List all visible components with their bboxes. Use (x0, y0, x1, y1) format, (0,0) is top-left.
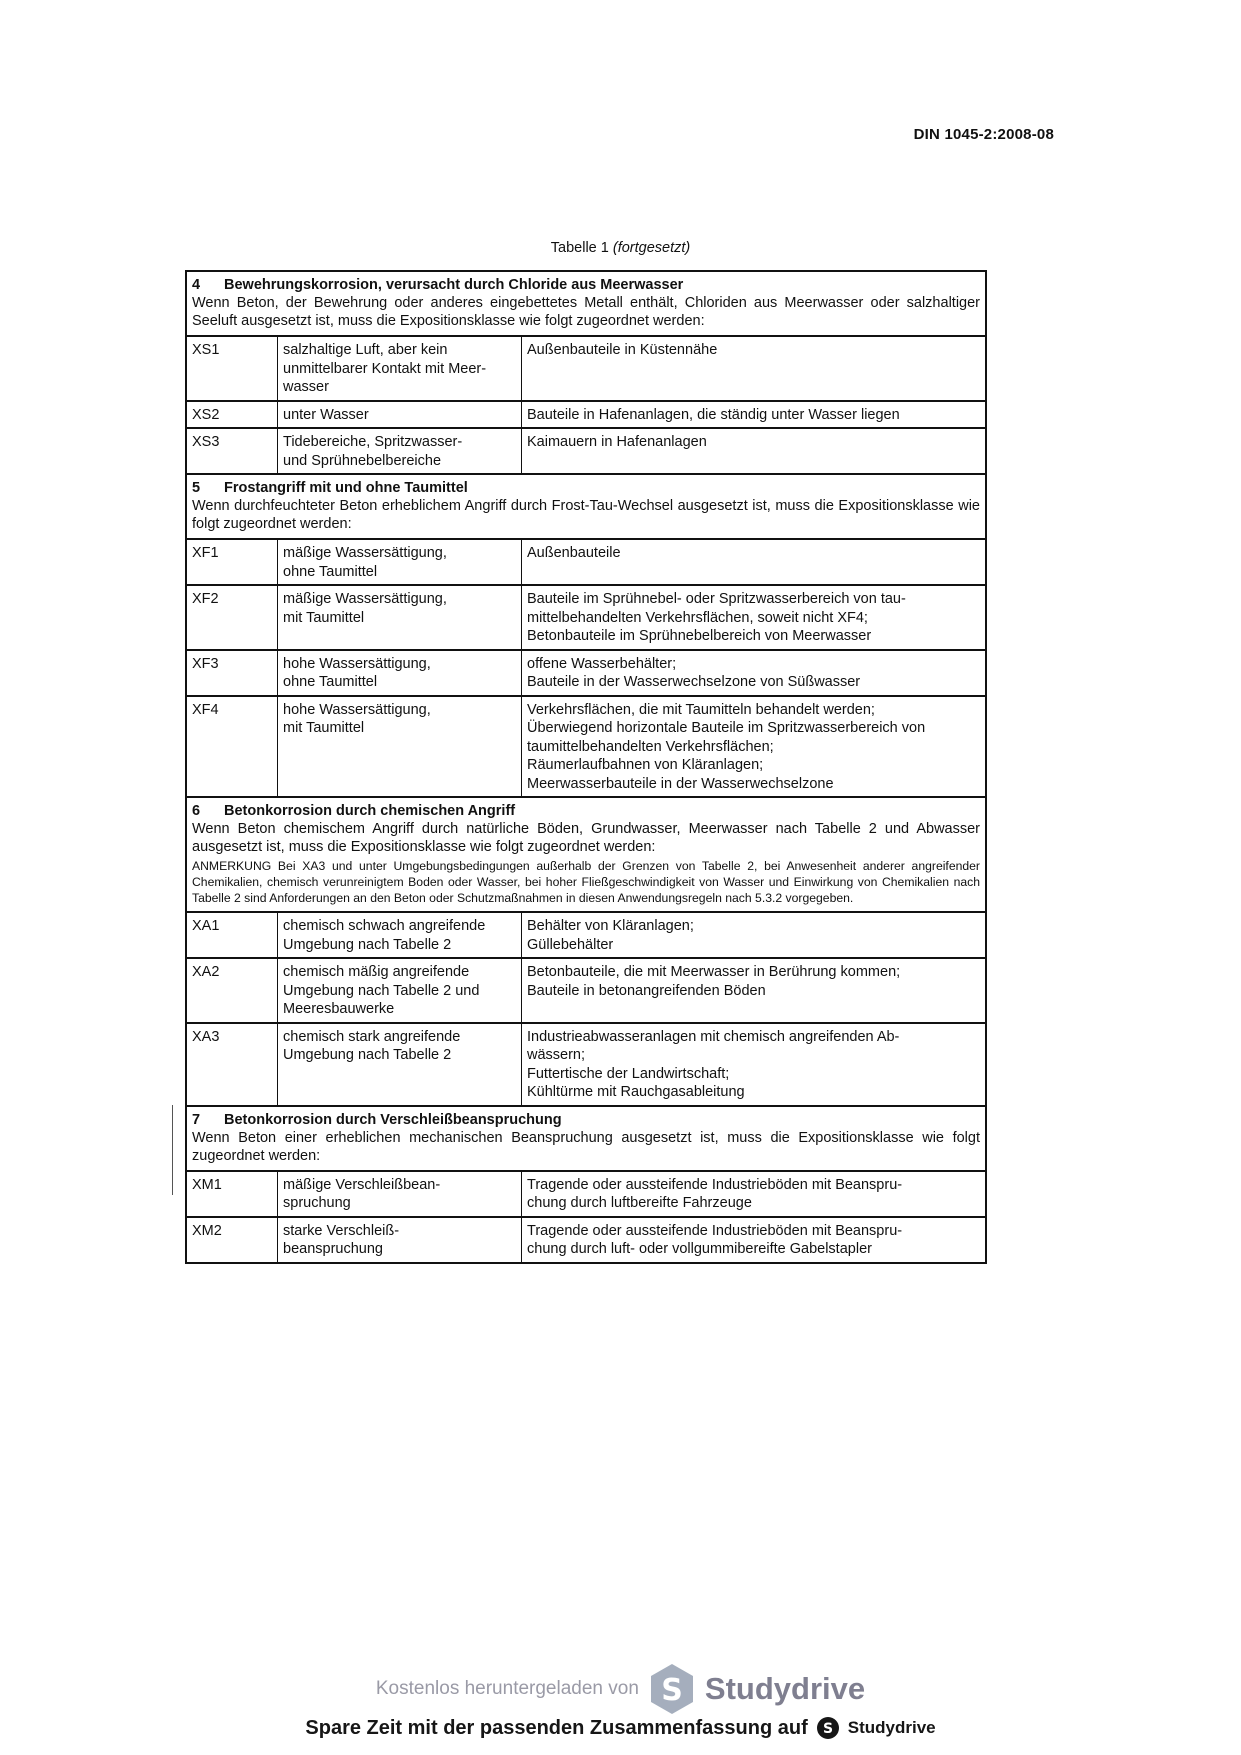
environment-description-cell (278, 1172, 522, 1216)
section-title-text: Frostangriff mit und ohne Taumittel (224, 480, 468, 496)
environment-line: beanspruchung (283, 1241, 383, 1257)
section-note: ANMERKUNG Bei XA3 und unter Umgebungsbedingungen außerhalb der Grenzen von Tabelle 2, bei Anwesenheit anderer angreifender Chemikalien, chemisch verunreinigtem Boden oder Wasser, bei hoher Fließgeschwindigkeit von Wasser und Einwirkung von Chemikalien nach Tabelle 2 sind Anforderungen an den Beton oder Schutzmaßnahmen in diesen Anwendungsregeln nach 5.3.2 vorgegeben. (192, 859, 980, 905)
example-line: Meerwasserbauteile in der Wasserwechselzone (527, 775, 834, 792)
exposure-class-cell: XF4 (187, 697, 278, 797)
environment-line: mit Taumittel (283, 609, 365, 626)
exposure-class-cell: XF2 (187, 586, 278, 649)
table-row (187, 911, 985, 957)
exposure-class-cell: XM2 (187, 1218, 278, 1262)
environment-line: hohe Wassersättigung, (283, 701, 431, 718)
table-row (187, 584, 985, 649)
example-line: offene Wasserbehälter; (527, 655, 677, 672)
svg-text:S: S (661, 1673, 683, 1708)
environment-line: Umgebung nach Tabelle 2 (283, 1047, 452, 1063)
studydrive-small-logo-icon (816, 1716, 840, 1740)
table-row (187, 335, 985, 400)
environment-description-cell (278, 697, 522, 797)
example-line: Tragende oder aussteifende Industrieböden mit Beanspru- (527, 1176, 903, 1193)
studydrive-brand[interactable]: Studydrive (704, 1671, 866, 1706)
environment-description-cell (278, 1024, 522, 1105)
table-caption-label: Tabelle 1 (550, 240, 609, 256)
environment-description-cell (278, 1218, 522, 1262)
examples-cell (522, 1218, 985, 1262)
environment-line: mäßige Wassersättigung, (283, 591, 447, 607)
examples-cell (522, 586, 985, 649)
document-number: DIN 1045-2:2008-08 (913, 126, 1054, 143)
example-line: Industrieabwasseranlagen mit chemisch angreifenden Ab- (527, 1028, 900, 1045)
section-header (187, 272, 985, 335)
environment-line: mäßige Wassersättigung, (283, 545, 447, 561)
environment-line: starke Verschleiß- (283, 1222, 400, 1239)
environment-description-cell (278, 402, 522, 428)
environment-description-cell (278, 429, 522, 473)
example-line: chung durch luftbereifte Fahrzeuge (527, 1195, 752, 1211)
examples-cell (522, 697, 985, 797)
table-caption (0, 240, 1241, 256)
example-line: Räumerlaufbahnen von Kläranlagen; (527, 757, 764, 773)
section-number: 5 (192, 480, 201, 496)
example-line: mittelbehandelten Verkehrsflächen, soweit nicht XF4; (527, 609, 868, 626)
svg-text:S: S (822, 1721, 833, 1737)
studydrive-logo-icon (647, 1662, 697, 1716)
examples-cell (522, 913, 985, 957)
section-title-text: Betonkorrosion durch Verschleißbeanspruchung (224, 1111, 562, 1128)
example-line: Kühltürme mit Rauchgasableitung (527, 1084, 745, 1100)
environment-description-cell (278, 586, 522, 649)
section-title (192, 1111, 980, 1129)
example-line: Futtertische der Landwirtschaft; (527, 1065, 730, 1082)
table-row (187, 427, 985, 473)
section-title-text: Bewehrungskorrosion, verursacht durch Chloride aus Meerwasser (224, 277, 684, 293)
environment-line: chemisch mäßig angreifende (283, 964, 470, 980)
section-number: 7 (192, 1111, 201, 1128)
environment-line: spruchung (283, 1195, 351, 1211)
examples-cell (522, 1172, 985, 1216)
section-title (192, 479, 980, 497)
examples-cell (522, 337, 985, 400)
section-header (187, 796, 985, 911)
example-line: Bauteile in Hafenanlagen, die ständig unter Wasser liegen (527, 406, 900, 423)
environment-description-cell (278, 913, 522, 957)
section-header (187, 473, 985, 538)
example-line: Güllebehälter (527, 936, 614, 953)
example-line: Bauteile in betonangreifenden Böden (527, 982, 766, 999)
exposure-class-cell: XA3 (187, 1024, 278, 1105)
examples-cell (522, 959, 985, 1022)
section-description: Wenn Beton einer erheblichen mechanischen Beanspruchung ausgesetzt ist, muss die Expositionsklasse wie folgt zugeordnet werden: (192, 1129, 980, 1164)
table-row (187, 695, 985, 797)
environment-line: unmittelbarer Kontakt mit Meer- (283, 360, 487, 377)
environment-line: ohne Taumittel (283, 563, 378, 580)
environment-description-cell (278, 651, 522, 695)
promo-brand[interactable]: Studydrive (847, 1718, 936, 1737)
table-row (187, 400, 985, 428)
section-description: Wenn durchfeuchteter Beton erheblichem Angriff durch Frost-Tau-Wechsel ausgesetzt ist, muss die Expositionsklasse wie folgt zugeordnet werden: (192, 498, 980, 532)
exposure-class-cell: XF1 (187, 540, 278, 584)
table-row (187, 1216, 985, 1262)
example-line: Überwiegend horizontale Bauteile im Spritzwasserbereich von (527, 720, 926, 736)
exposure-class-cell: XF3 (187, 651, 278, 695)
promo-text: Spare Zeit mit der passenden Zusammenfassung auf (305, 1716, 808, 1739)
example-line: Behälter von Kläranlagen; (527, 918, 694, 934)
example-line: taumittelbehandelten Verkehrsflächen; (527, 738, 774, 755)
exposure-class-cell: XM1 (187, 1172, 278, 1216)
environment-line: Umgebung nach Tabelle 2 und (283, 982, 480, 999)
table-row (187, 957, 985, 1022)
example-line: Bauteile in der Wasserwechselzone von Süßwasser (527, 674, 861, 690)
exposure-class-cell: XS3 (187, 429, 278, 473)
section-title-text: Betonkorrosion durch chemischen Angriff (224, 803, 516, 819)
table-row (187, 1022, 985, 1105)
environment-line: wasser (283, 379, 329, 395)
example-line: Betonbauteile, die mit Meerwasser in Berührung kommen; (527, 964, 901, 980)
examples-cell (522, 1024, 985, 1105)
table-caption-suffix: (fortgesetzt) (612, 240, 691, 256)
environment-line: Tidebereiche, Spritzwasser- (283, 434, 463, 450)
table-row (187, 649, 985, 695)
download-text: Kostenlos heruntergeladen von (375, 1678, 639, 1699)
exposure-class-cell: XS2 (187, 402, 278, 428)
example-line: Außenbauteile in Küstennähe (527, 342, 718, 358)
promo-footer (0, 1716, 1241, 1740)
environment-line: Meeresbauwerke (283, 1001, 395, 1017)
environment-line: mit Taumittel (283, 720, 365, 736)
environment-line: Umgebung nach Tabelle 2 (283, 936, 452, 953)
example-line: Kaimauern in Hafenanlagen (527, 434, 707, 450)
environment-line: chemisch stark angreifende (283, 1028, 461, 1045)
table-row (187, 538, 985, 584)
environment-line: chemisch schwach angreifende (283, 918, 486, 934)
example-line: Tragende oder aussteifende Industrieböden mit Beanspru- (527, 1222, 903, 1239)
examples-cell (522, 651, 985, 695)
environment-line: mäßige Verschleißbean- (283, 1176, 441, 1193)
environment-line: hohe Wassersättigung, (283, 655, 431, 672)
exposure-class-table (185, 270, 987, 1264)
examples-cell (522, 540, 985, 584)
environment-line: und Sprühnebelbereiche (283, 452, 442, 469)
environment-description-cell (278, 337, 522, 400)
margin-change-bar (172, 1105, 173, 1195)
environment-line: unter Wasser (283, 406, 369, 423)
section-title (192, 276, 980, 294)
environment-description-cell (278, 959, 522, 1022)
example-line: Bauteile im Sprühnebel- oder Spritzwasserbereich von tau- (527, 591, 906, 607)
example-line: Außenbauteile (527, 545, 621, 561)
example-line: wässern; (527, 1047, 586, 1063)
section-header (187, 1105, 985, 1170)
download-footer (0, 1662, 1241, 1716)
example-line: Verkehrsflächen, die mit Taumitteln behandelt werden; (527, 701, 875, 718)
section-title (192, 802, 980, 820)
table-row (187, 1170, 985, 1216)
example-line: Betonbauteile im Sprühnebelbereich von Meerwasser (527, 628, 872, 644)
exposure-class-cell: XS1 (187, 337, 278, 400)
exposure-class-cell: XA2 (187, 959, 278, 1022)
section-description: Wenn Beton, der Bewehrung oder anderes eingebettetes Metall enthält, Chloriden aus Meerwasser oder salzhaltiger Seeluft ausgesetzt ist, muss die Expositionsklasse wie folgt zugeordnet werden: (192, 295, 980, 329)
environment-description-cell (278, 540, 522, 584)
environment-line: ohne Taumittel (283, 674, 378, 690)
section-number: 4 (192, 277, 201, 293)
section-number: 6 (192, 803, 201, 819)
section-description: Wenn Beton chemischem Angriff durch natürliche Böden, Grundwasser, Meerwasser nach Tabelle 2 und Abwasser ausgesetzt ist, muss die Expositionsklasse wie folgt zugeordnet werden: (192, 821, 980, 855)
examples-cell (522, 429, 985, 473)
environment-line: salzhaltige Luft, aber kein (283, 342, 448, 358)
example-line: chung durch luft- oder vollgummibereifte Gabelstapler (527, 1241, 872, 1257)
examples-cell (522, 402, 985, 428)
exposure-class-cell: XA1 (187, 913, 278, 957)
